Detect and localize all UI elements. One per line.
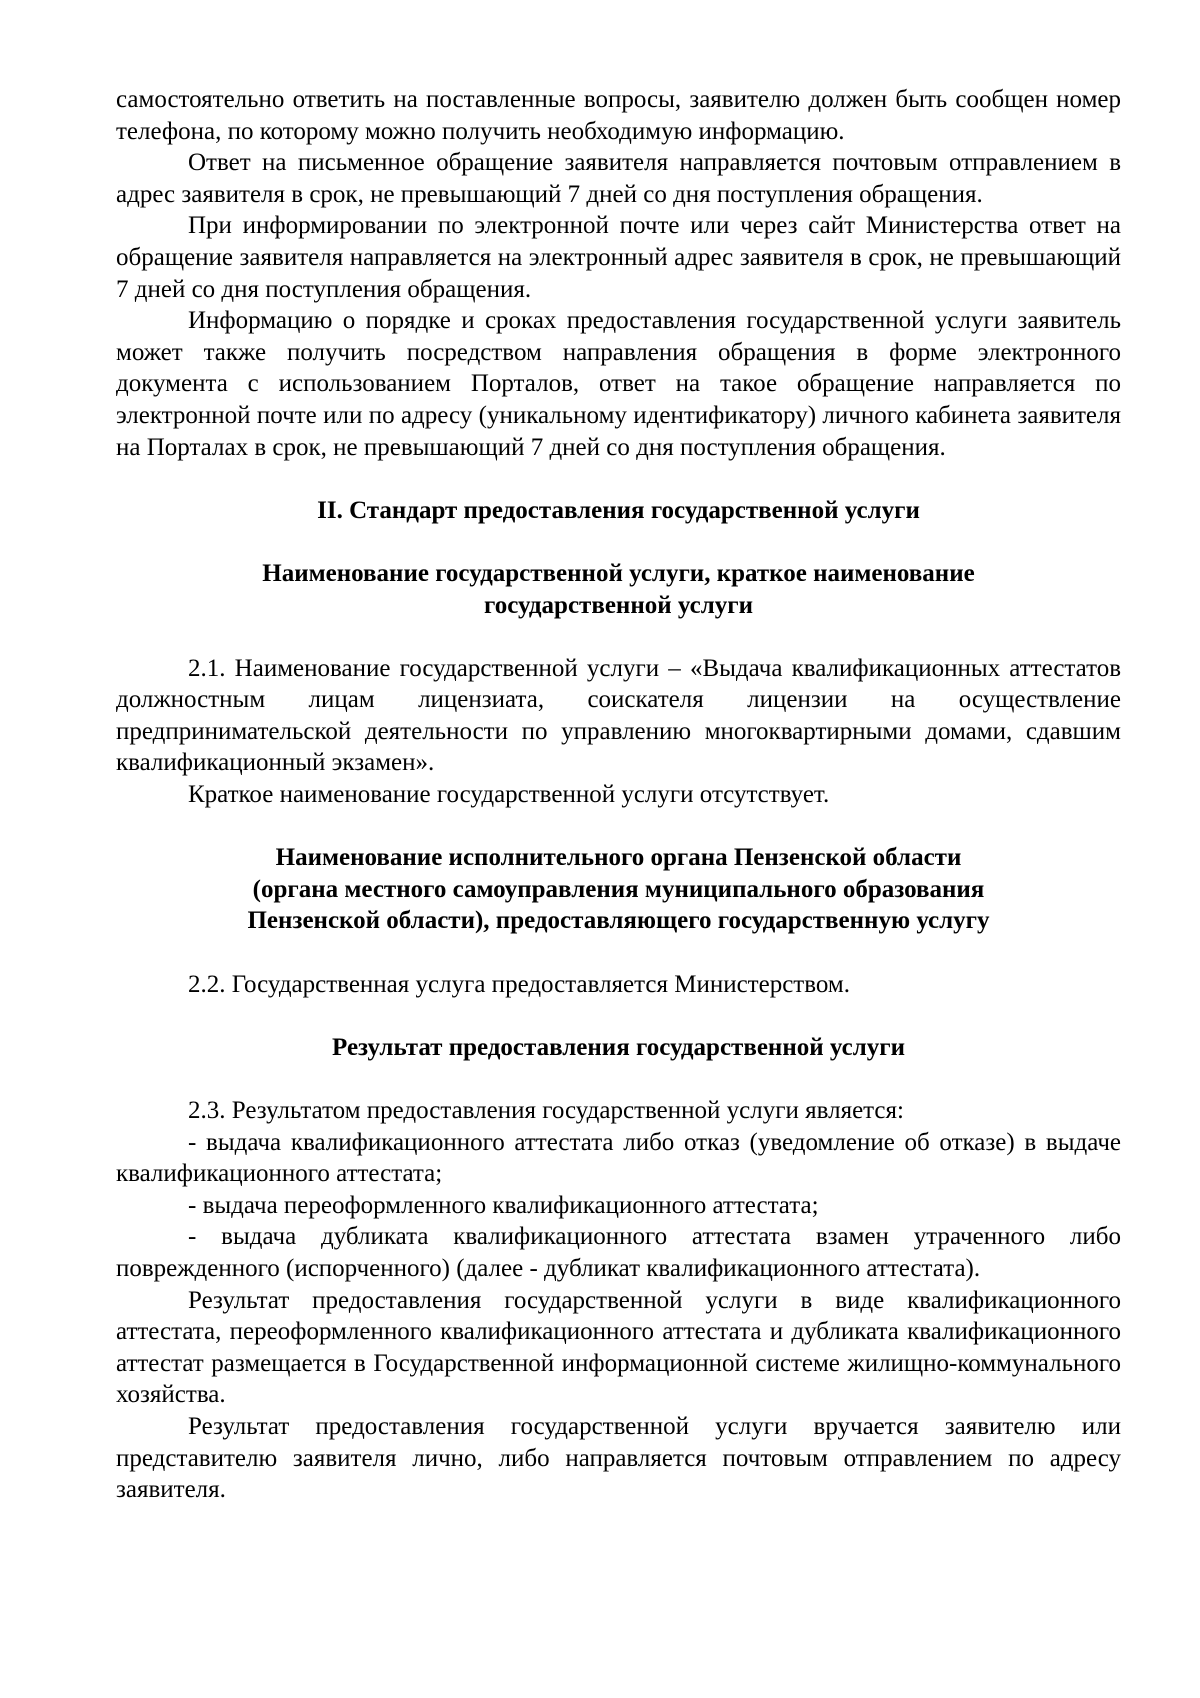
heading-line: Пензенской области), предоставляющего государственную услугу — [247, 907, 990, 935]
paragraph-written-response: Ответ на письменное обращение заявителя направляется почтовым отправлением в адрес заявителя в срок, не превышающий 7 дней со дня поступления обращения. — [116, 149, 1121, 208]
list-item-reissued: - выдача переоформленного квалификационного аттестата; — [188, 1191, 819, 1219]
heading-service-name — [116, 558, 1121, 621]
heading-line: (органа местного самоуправления муниципального образования — [252, 875, 985, 903]
paragraph-2-1: 2.1. Наименование государственной услуги – «Выдача квалификационных аттестатов должностным лицам лицензиата, соискателя лицензии на осуществление предпринимательской деятельности по управлению многоквартирными домами, сдавшим квалификационный экзамен». — [116, 654, 1121, 777]
spacer — [116, 811, 1121, 843]
spacer — [116, 621, 1121, 653]
list-item-issue-or-refusal: - выдача квалификационного аттестата либо отказ (уведомление об отказе) в выдаче квалификационного аттестата; — [116, 1128, 1121, 1188]
heading-line: Наименование исполнительного органа Пензенской области — [275, 844, 962, 872]
paragraph-2-2: 2.2. Государственная услуга предоставляется Министерством. — [188, 970, 850, 998]
spacer — [116, 463, 1121, 495]
section-title: II. Стандарт предоставления государственной услуги — [317, 496, 920, 524]
spacer — [116, 526, 1121, 558]
paragraph-portal-info: Информацию о порядке и сроках предоставления государственной услуги заявитель может также получить посредством направления обращения в форме электронного документа с использованием Порталов, ответ на такое обращение направляется по электронной почте или по адресу (уникальному идентификатору) личного кабинета заявителя на Порталах в срок, не превышающий 7 дней со дня поступления обращения. — [116, 307, 1121, 461]
paragraph-2-3: 2.3. Результатом предоставления государственной услуги является: — [188, 1097, 904, 1124]
paragraph-intro-continuation: самостоятельно ответить на поставленные вопросы, заявителю должен быть сообщен номер телефона, по которому можно получить необходимую информацию. — [116, 86, 1121, 145]
paragraph-result-placement: Результат предоставления государственной услуги в виде квалификационного аттестата, переоформленного квалификационного аттестата и дубликата квалификационного аттестат размещается в Государственной информационной системе жилищно-коммунального хозяйства. — [116, 1286, 1121, 1409]
heading-line: Наименование государственной услуги, краткое наименование — [262, 559, 975, 587]
document-page — [116, 84, 1121, 1506]
spacer — [116, 937, 1121, 969]
spacer — [116, 1063, 1121, 1095]
heading-result: Результат предоставления государственной услуги — [332, 1033, 905, 1061]
heading-line: государственной услуги — [483, 591, 754, 619]
paragraph-result-delivery: Результат предоставления государственной услуги вручается заявителю или представителю заявителя лично, либо направляется почтовым отправлением по адресу заявителя. — [116, 1412, 1121, 1504]
paragraph-email-response: При информировании по электронной почте или через сайт Министерства ответ на обращение заявителя направляется на электронный адрес заявителя в срок, не превышающий 7 дней со дня поступления обращения. — [116, 212, 1121, 303]
heading-authority — [116, 842, 1121, 937]
spacer — [116, 1000, 1121, 1032]
paragraph-short-name: Краткое наименование государственной услуги отсутствует. — [188, 781, 830, 809]
list-item-duplicate: - выдача дубликата квалификационного аттестата взамен утраченного либо поврежденного (испорченного) (далее - дубликат квалификационного аттестата). — [116, 1223, 1121, 1282]
